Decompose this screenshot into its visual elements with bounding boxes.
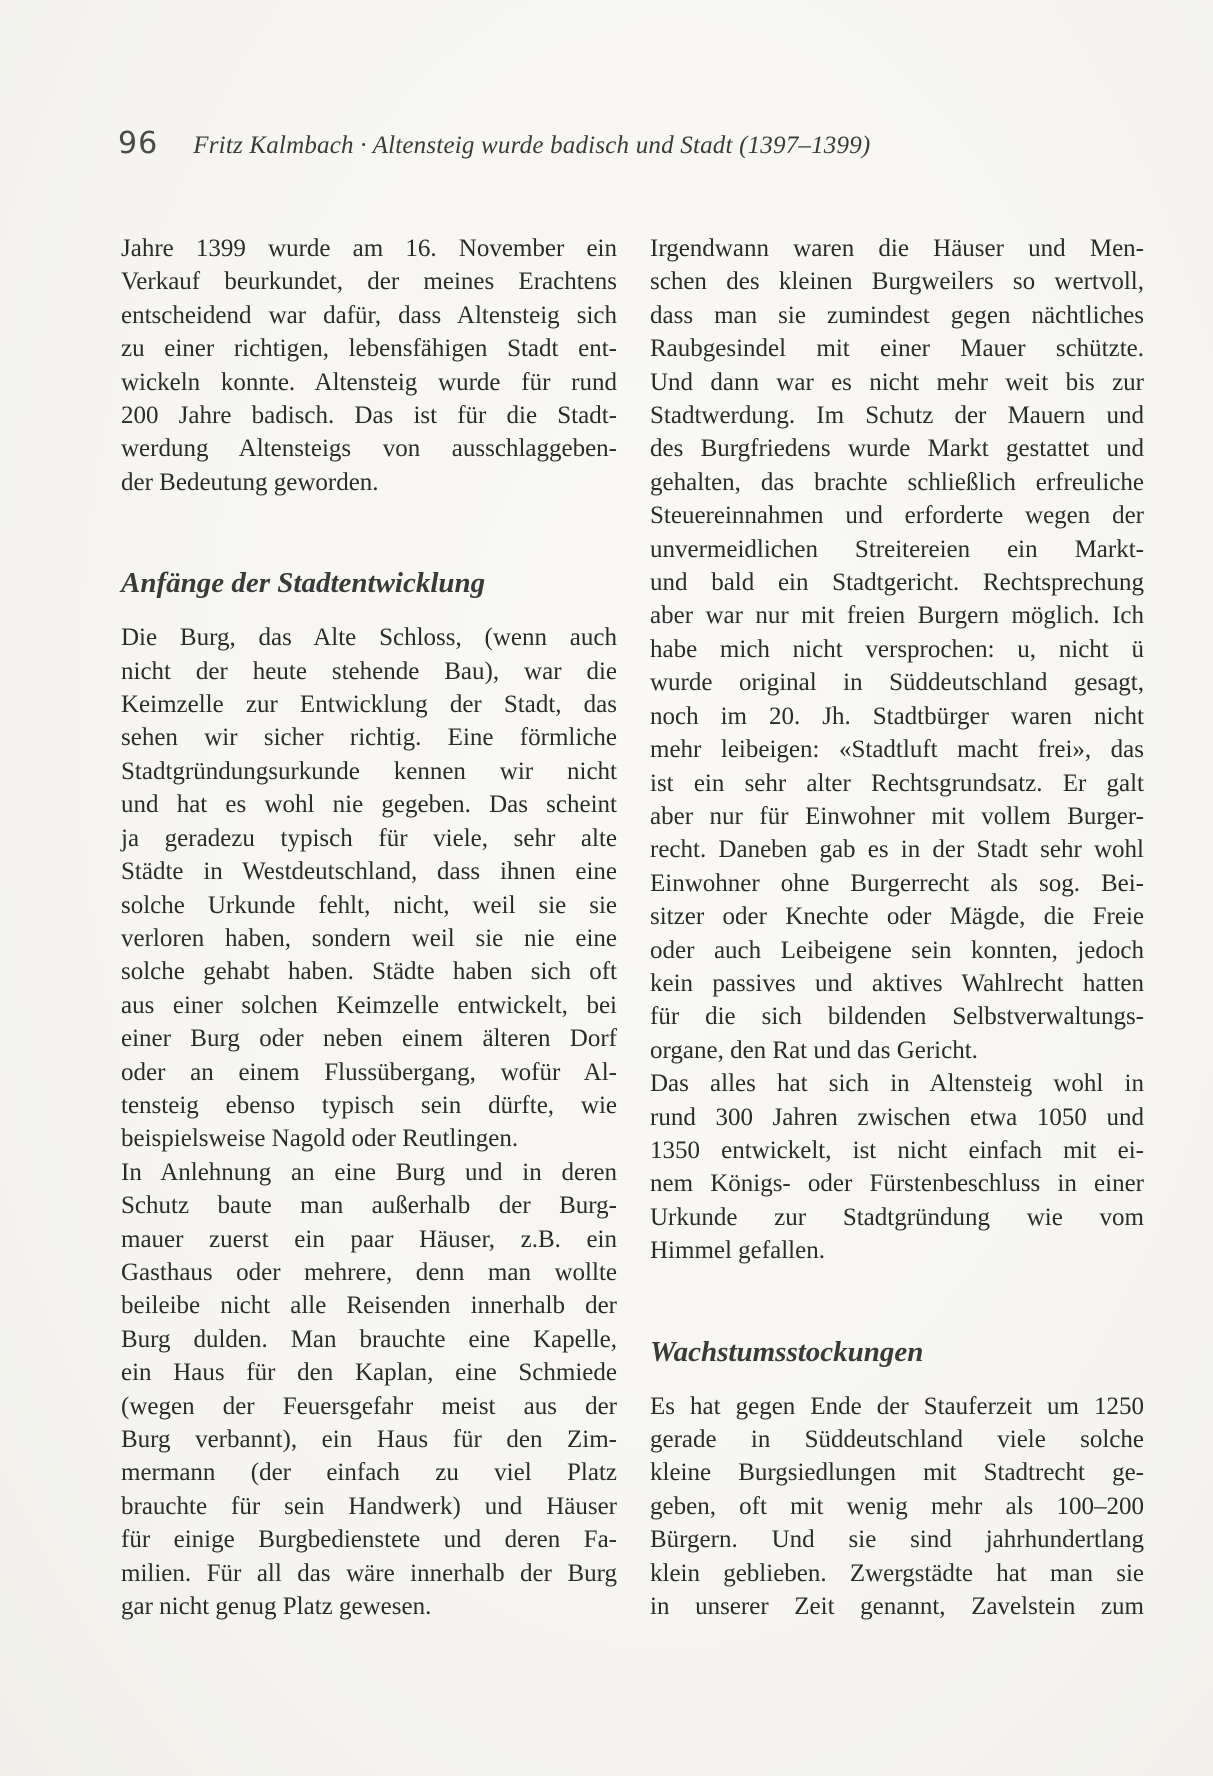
text-line: recht. Daneben gab es in der Stadt sehr wohl — [650, 836, 1144, 864]
text-line: werdung Altensteigs von ausschlaggeben- — [121, 435, 617, 463]
paragraph-burg — [121, 621, 617, 1156]
text-line: rund 300 Jahren zwischen etwa 1050 und — [650, 1103, 1144, 1131]
text-line: aber war nur mit freien Burgern möglich. Ich — [650, 602, 1144, 630]
running-title: Fritz Kalmbach · Altensteig wurde badisch und Stadt (1397–1399) — [193, 132, 871, 159]
text-line: noch im 20. Jh. Stadtbürger waren nicht — [650, 702, 1144, 730]
text-line: gerade in Süddeutschland viele solche — [650, 1426, 1144, 1453]
text-line: tensteig ebenso typisch sein dürfte, wie — [121, 1091, 617, 1119]
text-line: sitzer oder Knechte oder Mägde, die Freie — [650, 903, 1144, 931]
text-line: einer Burg oder neben einem älteren Dorf — [121, 1025, 617, 1053]
text-line: In Anlehnung an eine Burg und in deren — [121, 1158, 617, 1186]
text-line: Gasthaus oder mehrere, denn man wollte — [121, 1258, 617, 1286]
spacer — [121, 499, 617, 565]
text-line: sehen wir sicher richtig. Eine förmliche — [121, 724, 617, 752]
text-line: Einwohner ohne Burgerrecht als sog. Bei- — [650, 869, 1144, 897]
text-line: Keimzelle zur Entwicklung der Stadt, das — [121, 691, 617, 719]
text-line: in unserer Zeit genannt, Zavelstein zum — [650, 1593, 1144, 1621]
right-column — [650, 232, 1144, 1623]
text-line: mermann (der einfach zu viel Platz — [121, 1459, 617, 1487]
text-line: solche gehabt haben. Städte haben sich oft — [121, 958, 617, 986]
text-line: 200 Jahre badisch. Das ist für die Stadt- — [121, 402, 617, 430]
text-line: Schutz baute man außerhalb der Burg- — [121, 1192, 617, 1220]
text-line: für einige Burgbedienstete und deren Fa- — [121, 1526, 617, 1554]
text-line: dass man sie zumindest gegen nächtliches — [650, 301, 1144, 329]
text-line: kein passives und aktives Wahlrecht hatten — [650, 969, 1144, 997]
text-line: Steuereinnahmen und erforderte wegen der — [650, 502, 1144, 530]
text-line: kleine Burgsiedlungen mit Stadtrecht ge- — [650, 1459, 1144, 1487]
text-line: gar nicht genug Platz gewesen. — [121, 1593, 432, 1621]
paragraph-stauferzeit — [650, 1390, 1144, 1624]
text-line: des Burgfriedens wurde Markt gestattet und — [650, 435, 1144, 463]
text-line: beileibe nicht alle Reisenden innerhalb der — [121, 1292, 617, 1320]
text-line: Raubgesindel mit einer Mauer schützte. — [650, 335, 1144, 363]
text-line: Und dann war es nicht mehr weit bis zur — [650, 368, 1144, 396]
text-line: Das alles hat sich in Altensteig wohl in — [650, 1070, 1144, 1098]
text-line: 1350 entwickelt, ist nicht einfach mit ei- — [650, 1136, 1144, 1164]
text-line: Bürgern. Und sie sind jahrhundertlang — [650, 1526, 1144, 1554]
text-line: geben, oft mit wenig mehr als 100–200 — [650, 1492, 1144, 1520]
paragraph-das-alles — [650, 1067, 1144, 1267]
text-line: milien. Für all das wäre innerhalb der Burg — [121, 1559, 617, 1587]
text-line: oder auch Leibeigene sein konnten, jedoch — [650, 936, 1144, 964]
text-line: mehr leibeigen: «Stadtluft macht frei», das — [650, 736, 1144, 764]
text-line: Jahre 1399 wurde am 16. November ein — [121, 235, 617, 262]
text-line: organe, den Rat und das Gericht. — [650, 1036, 978, 1064]
spacer — [650, 1268, 1144, 1334]
text-line: und hat es wohl nie gegeben. Das scheint — [121, 791, 617, 819]
text-line: unvermeidlichen Streitereien ein Markt- — [650, 535, 1144, 563]
text-line: Es hat gegen Ende der Stauferzeit um 1250 — [650, 1392, 1144, 1420]
text-line: Irgendwann waren die Häuser und Men- — [650, 235, 1144, 262]
text-line: beispielsweise Nagold oder Reutlingen. — [121, 1125, 519, 1153]
text-line: Verkauf beurkundet, der meines Erachtens — [121, 268, 617, 296]
text-line: entscheidend war dafür, dass Altensteig sich — [121, 301, 617, 329]
paragraph-irgendwann — [650, 232, 1144, 1067]
text-line: Burg dulden. Man brauchte eine Kapelle, — [121, 1325, 617, 1353]
text-line: habe mich nicht versprochen: u, nicht ü — [650, 635, 1144, 663]
page-number: 96 — [118, 126, 159, 161]
text-line: ein Haus für den Kaplan, eine Schmiede — [121, 1359, 617, 1387]
section-heading-anfaenge: Anfänge der Stadtentwicklung — [121, 567, 486, 600]
text-line: ja geradezu typisch für viele, sehr alte — [121, 824, 617, 852]
running-header — [118, 126, 1118, 166]
text-line: Himmel gefallen. — [650, 1237, 825, 1265]
text-line: (wegen der Feuersgefahr meist aus der — [121, 1392, 617, 1420]
text-line: wurde original in Süddeutschland gesagt, — [650, 669, 1144, 697]
paragraph-anlehnung — [121, 1156, 617, 1624]
text-line: und bald ein Stadtgericht. Rechtsprechung — [650, 569, 1144, 597]
text-line: für die sich bildenden Selbstverwaltungs- — [650, 1003, 1144, 1031]
text-line: aus einer solchen Keimzelle entwickelt, bei — [121, 991, 617, 1019]
text-line: nicht der heute stehende Bau), war die — [121, 657, 617, 685]
text-line: aber nur für Einwohner mit vollem Burger- — [650, 802, 1144, 830]
text-line: Urkunde zur Stadtgründung wie vom — [650, 1203, 1144, 1231]
left-column — [121, 232, 617, 1623]
text-line: schen des kleinen Burgweilers so wertvoll, — [650, 268, 1144, 296]
text-line: klein geblieben. Zwergstädte hat man sie — [650, 1559, 1144, 1587]
text-line: oder an einem Flussübergang, wofür Al- — [121, 1058, 617, 1086]
text-line: Die Burg, das Alte Schloss, (wenn auch — [121, 624, 617, 652]
text-line: wickeln konnte. Altensteig wurde für rund — [121, 368, 617, 396]
text-line: Städte in Westdeutschland, dass ihnen eine — [121, 858, 617, 886]
text-line: zu einer richtigen, lebensfähigen Stadt ent- — [121, 335, 617, 363]
text-line: gehalten, das brachte schließlich erfreuliche — [650, 468, 1144, 496]
text-line: Stadtgründungsurkunde kennen wir nicht — [121, 757, 617, 785]
text-line: solche Urkunde fehlt, nicht, weil sie sie — [121, 891, 617, 919]
text-line: der Bedeutung geworden. — [121, 468, 379, 496]
intro-paragraph — [121, 232, 617, 499]
text-line: Stadtwerdung. Im Schutz der Mauern und — [650, 402, 1144, 430]
text-line: Burg verbannt), ein Haus für den Zim- — [121, 1426, 617, 1453]
text-line: nem Königs- oder Fürstenbeschluss in einer — [650, 1170, 1144, 1198]
text-line: verloren haben, sondern weil sie nie eine — [121, 924, 617, 952]
section-heading-wachstum: Wachstumsstockungen — [650, 1335, 924, 1368]
text-line: brauchte für sein Handwerk) und Häuser — [121, 1492, 617, 1520]
text-line: ist ein sehr alter Rechtsgrundsatz. Er galt — [650, 769, 1144, 797]
text-line: mauer zuerst ein paar Häuser, z.B. ein — [121, 1225, 617, 1253]
